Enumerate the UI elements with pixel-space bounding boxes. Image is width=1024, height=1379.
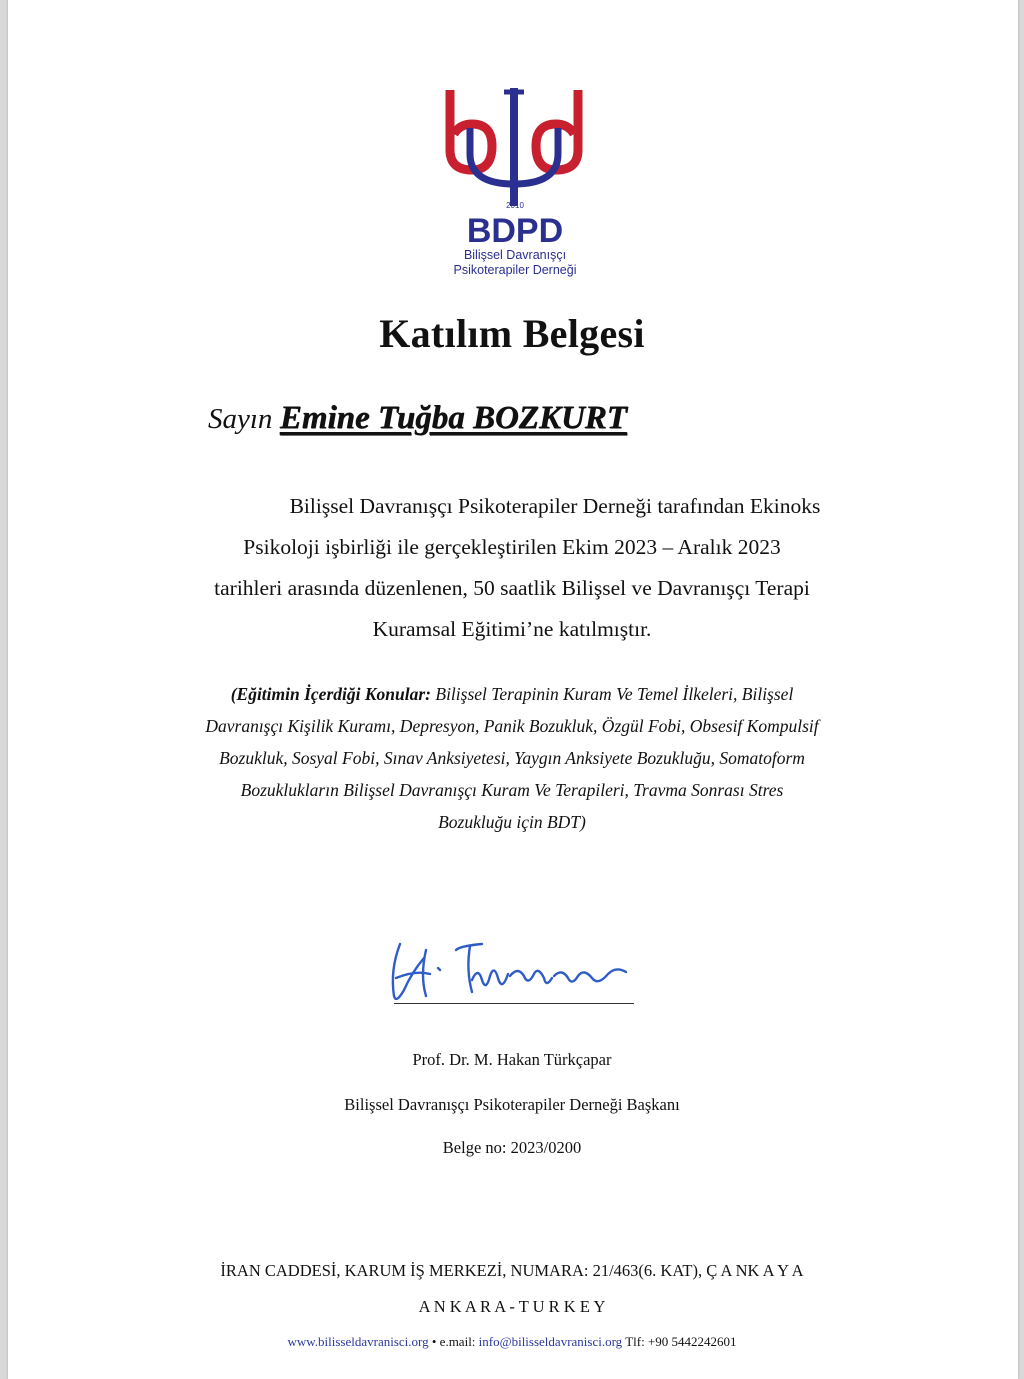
topics-text-1: Bilişsel Terapinin Kuram Ve Temel İlkeleri, Bilişsel xyxy=(435,684,794,704)
signature-line xyxy=(394,1003,634,1004)
logo-line1: Bilişsel Davranışçı xyxy=(463,248,567,262)
recipient-name: Emine Tuğba BOZKURT xyxy=(279,400,627,436)
body-line-3: tarihleri arasında düzenlenen, 50 saatlik Bilişsel ve Davranışçı Terapi xyxy=(214,576,810,600)
body-line-4: Kuramsal Eğitimi’ne katılmıştır. xyxy=(372,617,652,641)
email-label: • e.mail: xyxy=(431,1334,476,1349)
document-number: Belge no: 2023/0200 xyxy=(442,1138,582,1157)
topics-line-1 xyxy=(0,684,1024,705)
topics-line-4: Bozuklukların Bilişsel Davranışçı Kuram Ve Terapileri, Travma Sonrası Stres xyxy=(240,780,784,800)
body-line-2: Psikoloji işbirliği ile gerçekleştirilen Ekim 2023 – Aralık 2023 xyxy=(243,535,781,559)
signature xyxy=(386,930,646,1010)
website-link[interactable]: www.bilisseldavranisci.org xyxy=(287,1334,429,1349)
contact-line xyxy=(0,1334,1024,1350)
address-line-2: A N K A R A - T U R K E Y xyxy=(418,1297,606,1316)
email-link[interactable]: info@bilisseldavranisci.org xyxy=(478,1334,623,1349)
salutation: Sayın xyxy=(208,403,273,435)
topics-line-3: Bozukluk, Sosyal Fobi, Sınav Anksiyetesi, Yaygın Anksiyete Bozukluğu, Somatoform xyxy=(219,748,805,768)
topics-line-5: Bozukluğu için BDT) xyxy=(438,812,586,832)
body-line-1: Bilişsel Davranışçı Psikoterapiler Derneği tarafından Ekinoks xyxy=(289,494,821,518)
topics-line-2: Davranışçı Kişilik Kuramı, Depresyon, Panik Bozukluk, Özgül Fobi, Obsesif Kompulsif xyxy=(205,716,819,736)
logo-line2: Psikoterapiler Derneği xyxy=(453,263,577,277)
bdpd-logo-mark xyxy=(440,84,590,284)
signatory-name: Prof. Dr. M. Hakan Türkçapar xyxy=(412,1050,612,1069)
certificate-title: Katılım Belgesi xyxy=(379,311,645,356)
phone: Tlf: +90 5442242601 xyxy=(625,1334,737,1349)
address-line-1: İRAN CADDESİ, KARUM İŞ MERKEZİ, NUMARA: 21/463(6. KAT), Ç A NK A Y A xyxy=(220,1261,804,1280)
greeting xyxy=(208,400,627,437)
topics-label: (Eğitimin İçerdiği Konular: xyxy=(230,684,431,704)
bdpd-logo xyxy=(440,84,590,284)
logo-abbr: BDPD xyxy=(466,212,564,250)
signature-drawing xyxy=(386,930,646,1010)
signatory-role: Bilişsel Davranışçı Psikoterapiler Derneği Başkanı xyxy=(344,1095,680,1114)
logo-year: 2010 xyxy=(506,201,524,210)
